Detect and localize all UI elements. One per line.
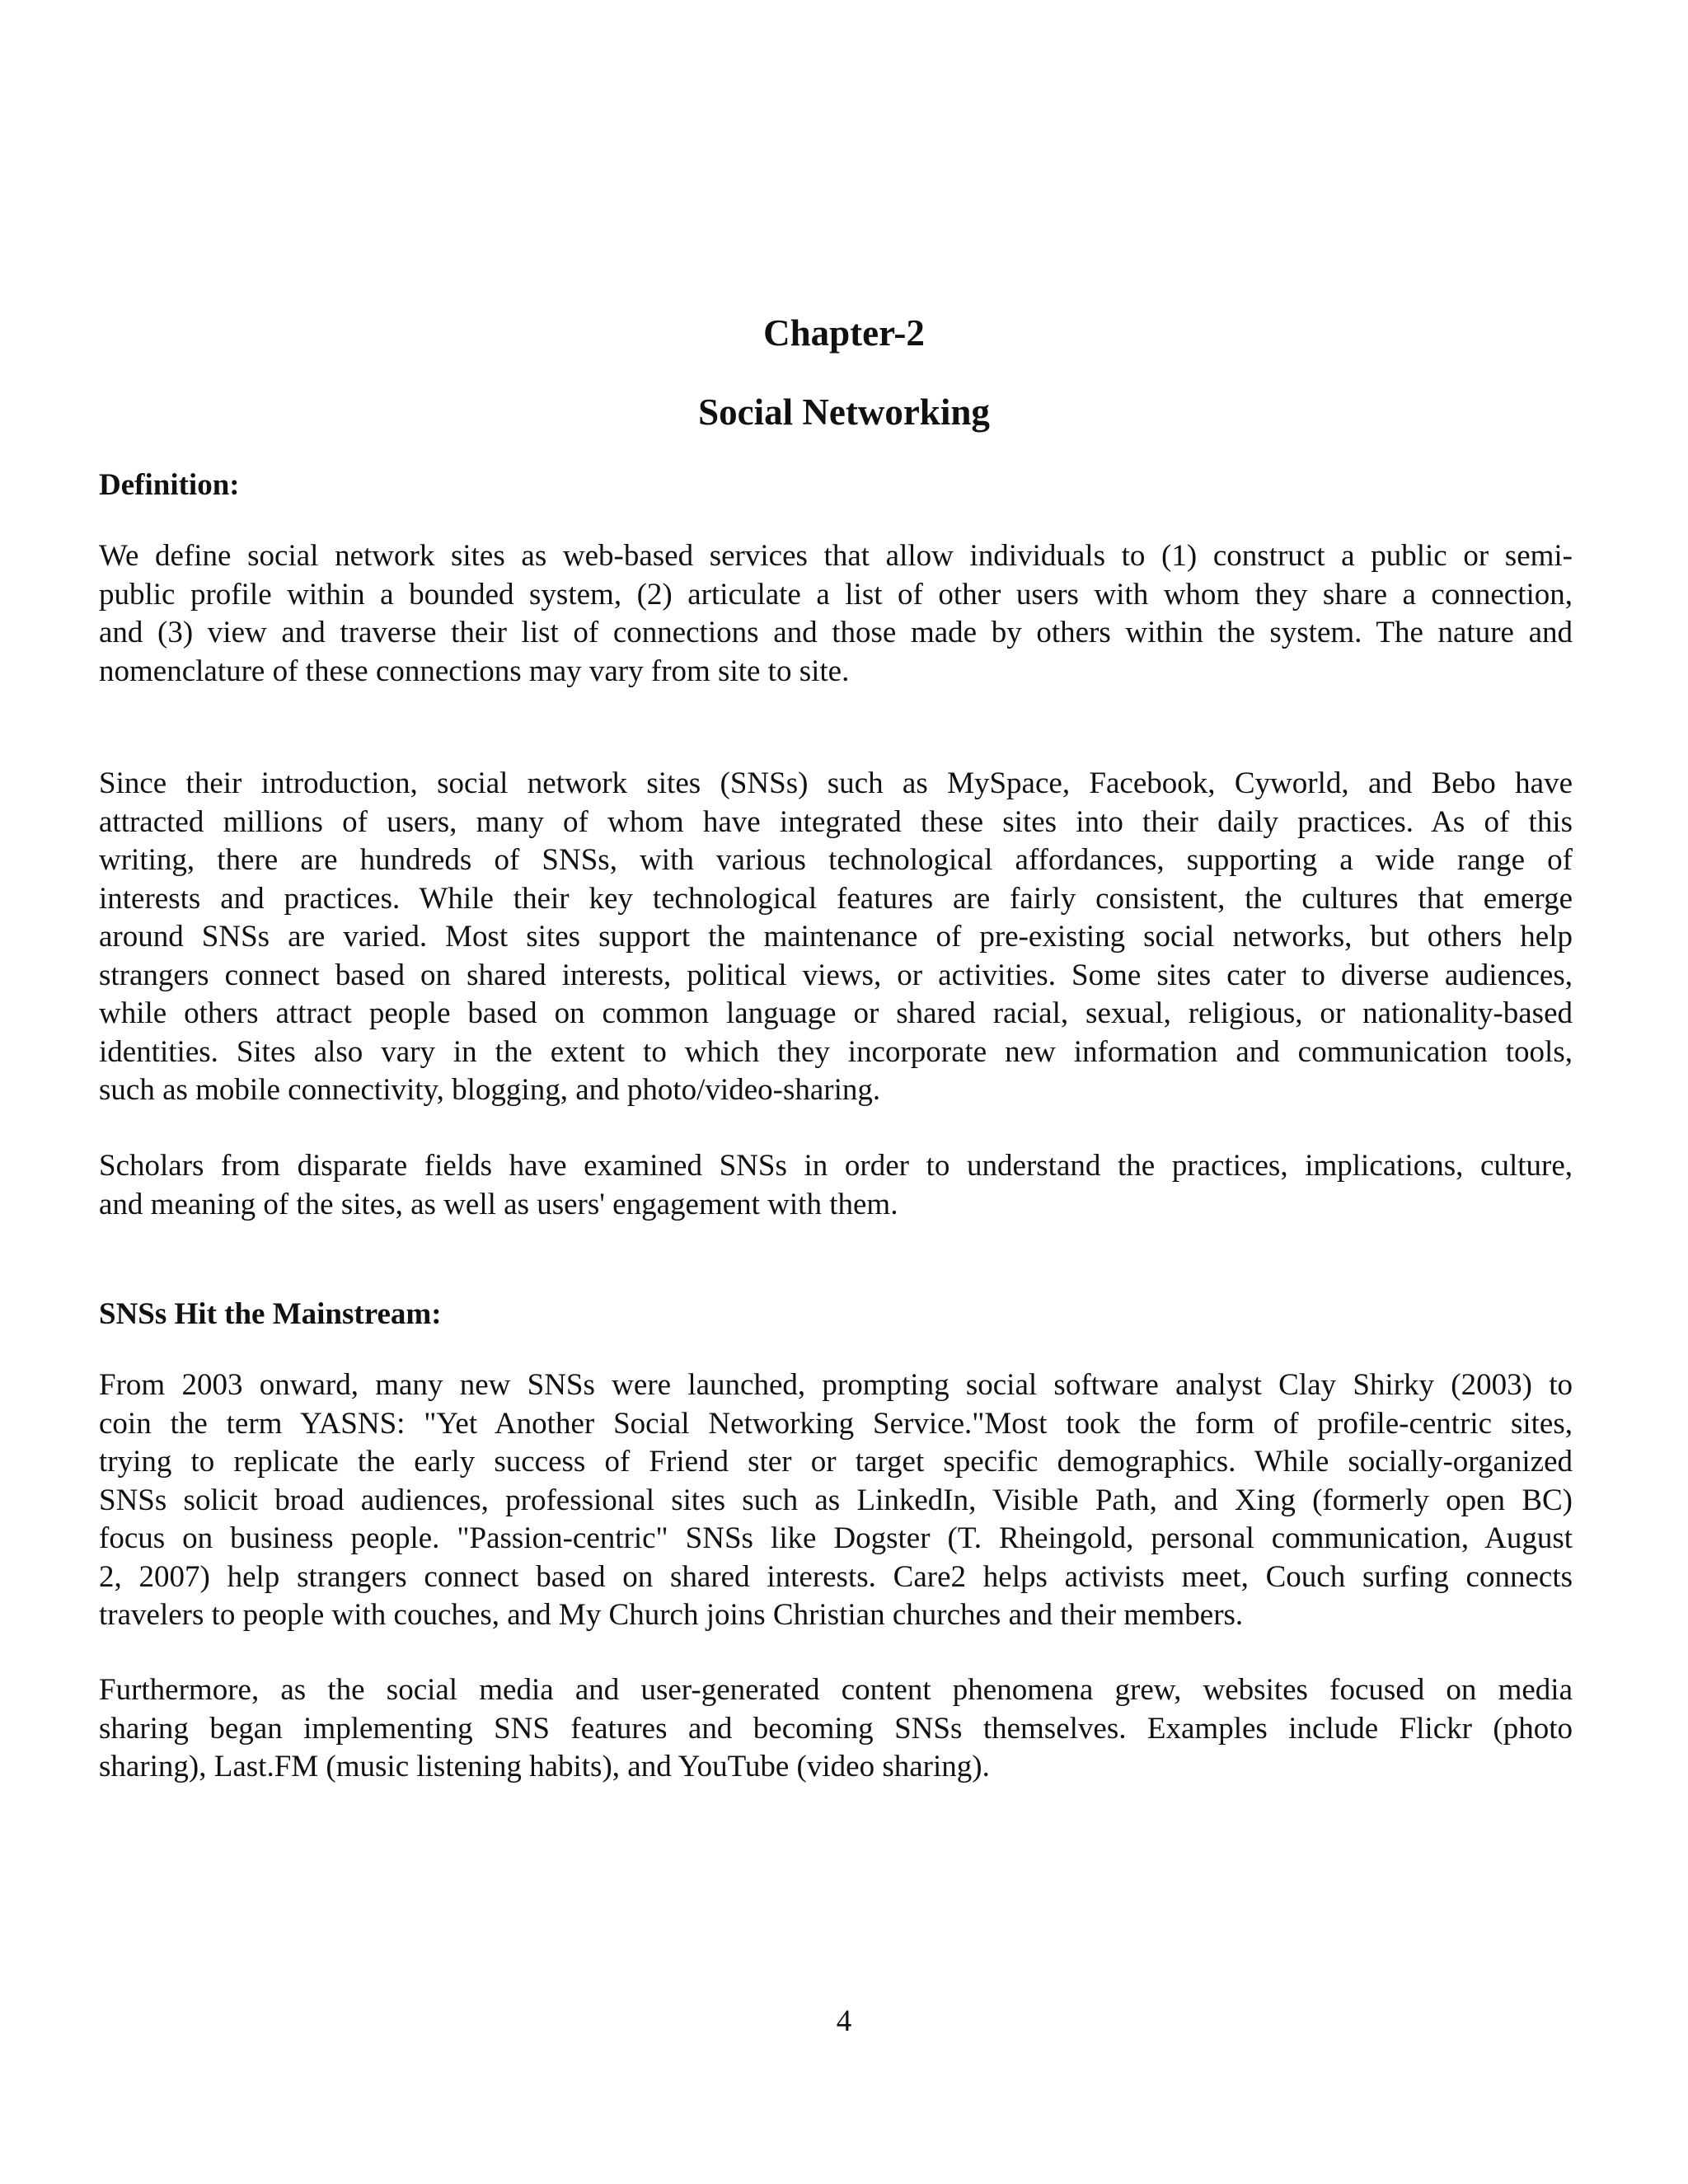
paragraph-line: Scholars from disparate fields have examined SNSs in order to understand the practices, implications, culture, — [99, 1149, 1573, 1183]
paragraph-line: SNSs solicit broad audiences, professional sites such as LinkedIn, Visible Path, and Xing (formerly open BC) — [99, 1483, 1573, 1517]
paragraph-line: nomenclature of these connections may vary from site to site. — [99, 654, 850, 688]
paragraph-scholars — [99, 1147, 1573, 1224]
paragraph-line: and (3) view and traverse their list of connections and those made by others within the system. The nature and — [99, 616, 1573, 649]
paragraph-line: strangers connect based on shared interests, political views, or activities. Some sites cater to diverse audiences, — [99, 958, 1573, 992]
paragraph-line: coin the term YASNS: "Yet Another Social Networking Service."Most took the form of profile-centric sites, — [99, 1406, 1573, 1441]
chapter-subtitle: Social Networking — [698, 391, 990, 433]
paragraph-definition — [99, 537, 1573, 691]
paragraph-media-sharing — [99, 1671, 1573, 1787]
paragraph-line: From 2003 onward, many new SNSs were launched, prompting social software analyst Clay Shirky (2003) to — [99, 1368, 1573, 1402]
paragraph-mainstream — [99, 1366, 1573, 1635]
paragraph-line: travelers to people with couches, and My Church joins Christian churches and their members. — [99, 1598, 1244, 1632]
page-number: 4 — [836, 2004, 852, 2038]
paragraph-line: writing, there are hundreds of SNSs, with various technological affordances, supporting a wide range of — [99, 843, 1573, 877]
paragraph-line: Furthermore, as the social media and user-generated content phenomena grew, websites focused on media — [99, 1673, 1573, 1707]
paragraph-line: interests and practices. While their key technological features are fairly consistent, the cultures that emerge — [99, 881, 1573, 916]
paragraph-line: and meaning of the sites, as well as users' engagement with them. — [99, 1187, 898, 1221]
paragraph-line: identities. Sites also vary in the extent to which they incorporate new information and communication tools, — [99, 1034, 1573, 1069]
section-heading-mainstream: SNSs Hit the Mainstream: — [99, 1297, 442, 1331]
paragraph-line: while others attract people based on common language or shared racial, sexual, religious, or nationality-based — [99, 996, 1573, 1030]
paragraph-line: around SNSs are varied. Most sites support the maintenance of pre-existing social networks, but others help — [99, 920, 1573, 954]
paragraph-line: focus on business people. "Passion-centric" SNSs like Dogster (T. Rheingold, personal communication, August — [99, 1521, 1573, 1555]
paragraph-line: 2, 2007) help strangers connect based on shared interests. Care2 helps activists meet, Couch surfing connects — [99, 1559, 1573, 1594]
paragraph-line: trying to replicate the early success of Friend ster or target specific demographics. While socially-organized — [99, 1445, 1573, 1479]
paragraph-line: We define social network sites as web-based services that allow individuals to (1) construct a public or semi- — [99, 539, 1573, 573]
section-heading-definition: Definition: — [99, 468, 240, 502]
paragraph-line: Since their introduction, social network sites (SNSs) such as MySpace, Facebook, Cyworld, and Bebo have — [99, 766, 1573, 800]
paragraph-line: attracted millions of users, many of whom have integrated these sites into their daily practices. As of this — [99, 804, 1573, 839]
paragraph-line: public profile within a bounded system, (2) articulate a list of other users with whom they share a connection, — [99, 577, 1573, 612]
paragraph-line: sharing began implementing SNS features and becoming SNSs themselves. Examples include Flickr (photo — [99, 1711, 1573, 1746]
chapter-title: Chapter-2 — [763, 312, 925, 354]
paragraph-line: sharing), Last.FM (music listening habits), and YouTube (video sharing). — [99, 1750, 990, 1783]
paragraph-introduction — [99, 765, 1573, 1110]
paragraph-line: such as mobile connectivity, blogging, and photo/video-sharing. — [99, 1073, 881, 1107]
